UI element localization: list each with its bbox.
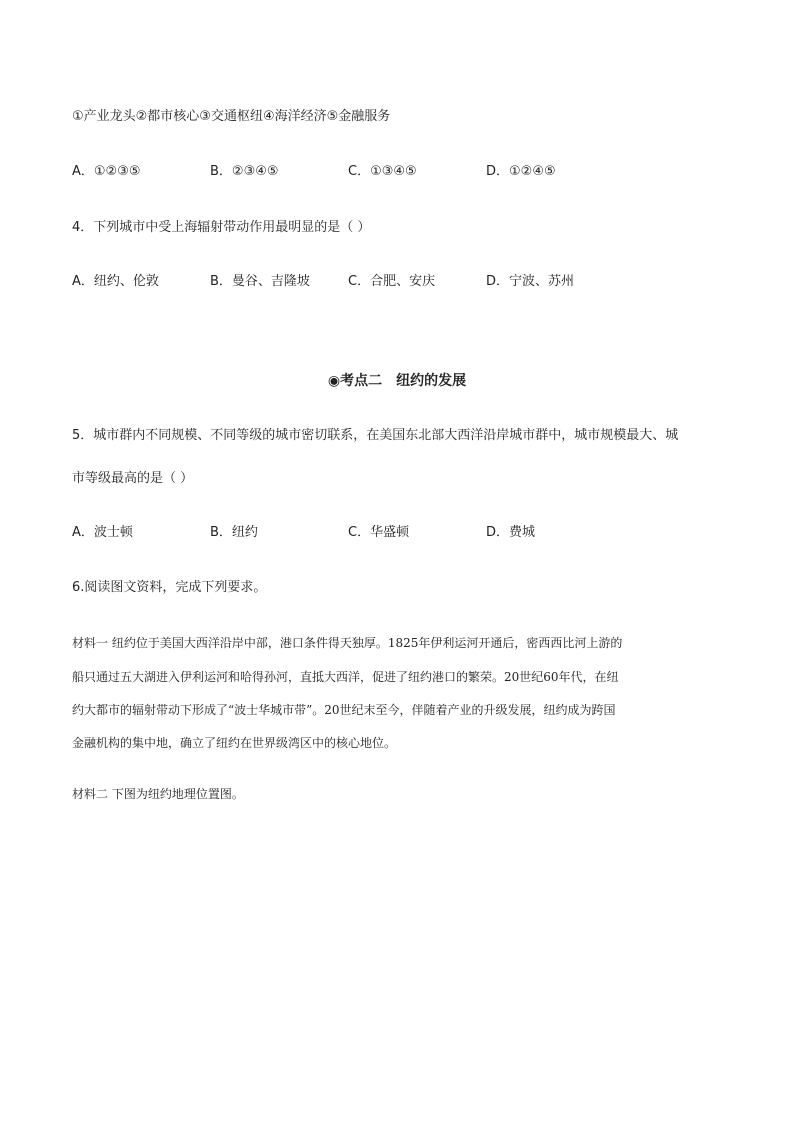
q3-option-a[interactable]: A．①②③⑤ <box>72 164 141 179</box>
material2-caption: 材料二 下图为纽约地理位置图。 <box>72 787 244 801</box>
q5-option-a[interactable]: A．波士顿 <box>72 525 133 540</box>
q5-option-c[interactable]: C．华盛顿 <box>348 525 410 540</box>
q3-option-d[interactable]: D．①②④⑤ <box>486 164 556 179</box>
q4-option-d[interactable]: D．宁波、苏州 <box>486 274 575 289</box>
material1-line: 金融机构的集中地，确立了纽约在世界级湾区中的核心地位。 <box>72 736 397 750</box>
q5-option-b[interactable]: B．纽约 <box>210 525 258 540</box>
q4-options <box>72 273 722 291</box>
q4-option-b[interactable]: B．曼谷、吉隆坡 <box>210 274 310 289</box>
section-heading <box>0 371 794 391</box>
q5-stem-line2: 市等级最高的是（ ） <box>72 471 194 486</box>
material1-line: 材料一 纽约位于美国大西洋沿岸中部，港口条件得天独厚。1825年伊利运河开通后，密西西比河上游的 <box>72 636 623 650</box>
section-marker: ◉考点二 <box>327 373 383 389</box>
material1-line: 船只通过五大湖进入伊利运河和哈得孙河，直抵大西洋，促进了纽约港口的繁荣。20世纪60年代，在纽 <box>72 670 619 684</box>
q4-option-c[interactable]: C．合肥、安庆 <box>348 274 436 289</box>
q3-option-b[interactable]: B．②③④⑤ <box>210 164 279 179</box>
q5-stem-line1: 5．城市群内不同规模、不同等级的城市密切联系，在美国东北部大西洋沿岸城市群中，城市规模最大、城 <box>72 428 679 443</box>
q5-options <box>72 524 722 542</box>
q6-stem: 6.阅读图文资料，完成下列要求。 <box>72 580 267 595</box>
material1-line: 约大都市的辐射带动下形成了“波士华城市带”。20世纪末至今，伴随着产业的升级发展，纽约成为跨国 <box>72 703 616 717</box>
q4-option-a[interactable]: A．纽约、伦敦 <box>72 274 159 289</box>
q5-option-d[interactable]: D．费城 <box>486 525 536 540</box>
q3-option-c[interactable]: C．①③④⑤ <box>348 164 417 179</box>
q3-options <box>72 163 722 181</box>
q3-statements: ①产业龙头②都市核心③交通枢纽④海洋经济⑤金融服务 <box>72 109 391 124</box>
q4-stem: 4．下列城市中受上海辐射带动作用最明显的是（ ） <box>72 220 371 235</box>
section-title-text: 纽约的发展 <box>396 373 467 389</box>
